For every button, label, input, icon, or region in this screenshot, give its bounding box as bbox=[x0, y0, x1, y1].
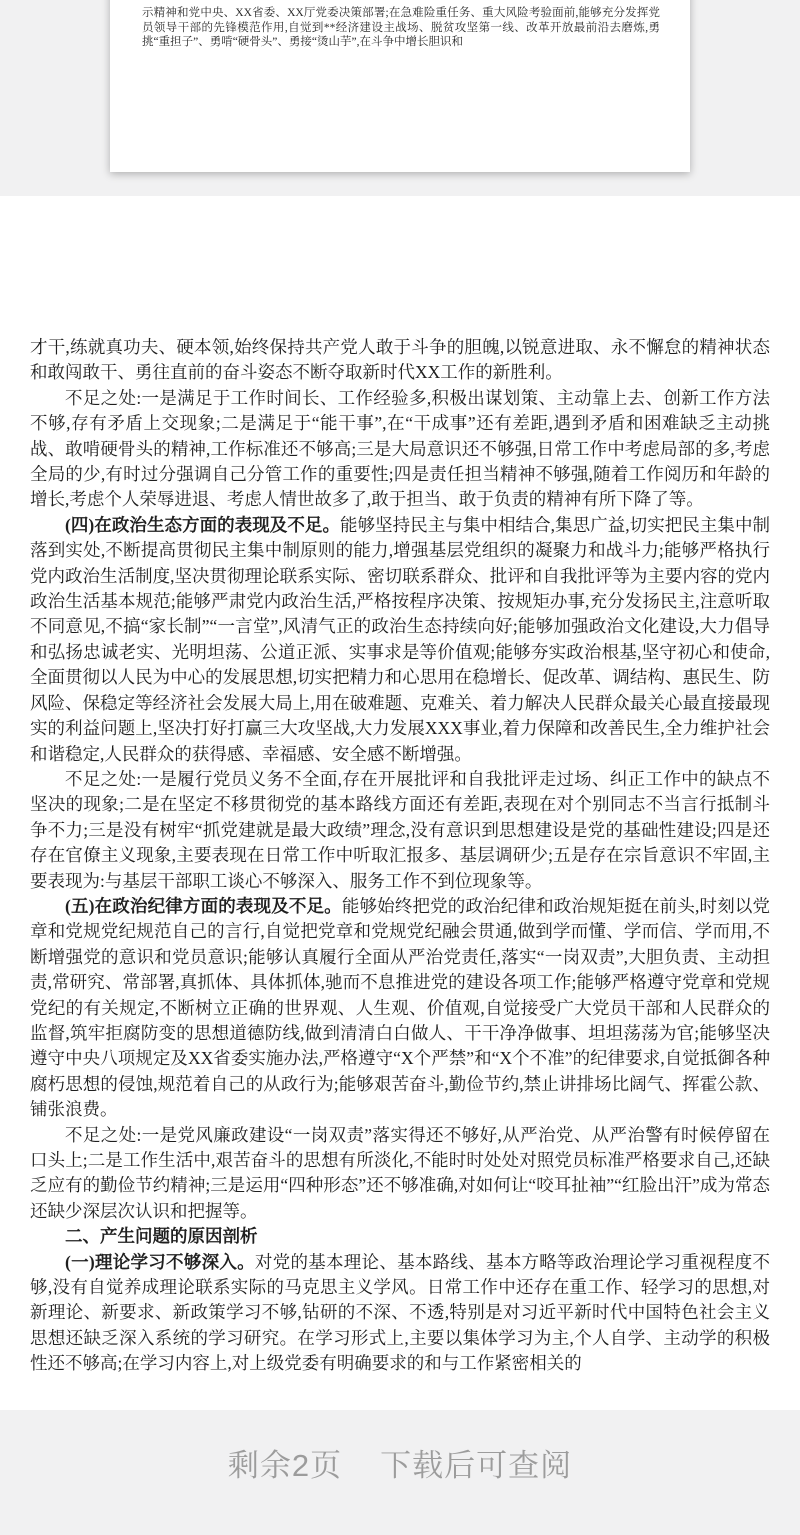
paragraph bbox=[30, 767, 770, 894]
paragraph-text: 不足之处:一是党风廉政建设“一岗双责”落实得还不够好,从严治党、从严治警有时候停留在口头上;二是工作生活中,艰苦奋斗的思想有所淡化,不能时时处处对照党员标准严格要求自己,还缺乏应有的勤俭节约精神;三是运用“四种形态”还不够准确,对如何让“咬耳扯袖”“红脸出汗”成为常态还缺少深层次认识和把握等。 bbox=[30, 1124, 770, 1221]
paragraph bbox=[30, 513, 770, 767]
section-heading: (四)在政治生态方面的表现及不足。 bbox=[65, 514, 341, 535]
current-page bbox=[0, 196, 800, 1410]
section-heading: (五)在政治纪律方面的表现及不足。 bbox=[65, 895, 342, 916]
previous-page-fragment bbox=[110, 0, 690, 172]
paragraph-text: 能够始终把党的政治纪律和政治规矩挺在前头,时刻以党章和党规党纪规范自己的言行,自觉把党章和党规党纪融会贯通,做到学而懂、学而信、学而用,不断增强党的意识和党员意识;能够认真履行全面从严治党责任,落实“一岗双责”,大胆负责、主动担责,常研究、常部署,真抓体、具体抓体,驰而不息推进党的建设各项工作;能够严格遵守党章和党规党纪的有关规定,不断树立正确的世界观、人生观、价值观,自觉接受广大党员干部和人民群众的监督,筑牢拒腐防变的思想道德防线,做到清清白白做人、干干净净做事、坦坦荡荡为官;能够坚决遵守中央八项规定及XX省委实施办法,严格遵守“X个严禁”和“X个不准”的纪律要求,自觉抵御各种腐朽思想的侵蚀,规范着自己的从政行为;能够艰苦奋斗,勤俭节约,禁止讲排场比阔气、挥霍公款、铺张浪费。 bbox=[30, 895, 771, 1120]
paragraph-text: 能够坚持民主与集中相结合,集思广益,切实把民主集中制落到实处,不断提高贯彻民主集中制原则的能力,增强基层党组织的凝聚力和战斗力;能够严格执行党内政治生活制度,坚决贯彻理论联系实际、密切联系群众、批评和自我批评等为主要内容的党内政治生活基本规范;能够严肃党内政治生活,严格按程序决策、按规矩办事,充分发扬民主,注意听取不同意见,不搞“家长制”“一言堂”,风清气正的政治生态持续向好;能够加强政治文化建设,大力倡导和弘扬忠诚老实、光明坦荡、公道正派、实事求是等价值观;能够夯实政治根基,坚守初心和使命,全面贯彻以人民为中心的发展思想,切实把精力和心思用在稳增长、促改革、调结构、惠民生、防风险、保稳定等经济社会发展大局上,用在破难题、克难关、着力解决人民群众最关心最直接最现实的利益问题上,坚决打好打赢三大攻坚战,大力发展XXX事业,着力保障和改善民生,全力维护社会和谐稳定,人民群众的获得感、幸福感、安全感不断增强。 bbox=[30, 514, 771, 764]
paragraph bbox=[30, 386, 770, 513]
pages-remaining-label: 剩余2页 bbox=[227, 1448, 343, 1483]
paragraph-text: 不足之处:一是满足于工作时间长、工作经验多,积极出谋划策、主动靠上去、创新工作方法不够,存有矛盾上交现象;二是满足于“能干事”,在“干成事”还有差距,遇到矛盾和困难缺乏主动挑战、敢啃硬骨头的精神,工作标准还不够高;三是大局意识还不够强,日常工作中考虑局部的多,考虑全局的少,有时过分强调自己分管工作的重要性;四是责任担当精神不够强,随着工作阅历和年龄的增长,考虑个人荣辱进退、考虑人情世故多了,敢于担当、敢于负责的精神有所下降了等。 bbox=[30, 387, 770, 510]
paragraph-text: 才干,练就真功夫、硬本领,始终保持共产党人敢于斗争的胆魄,以锐意进取、永不懈怠的精神状态和敢闯敢干、勇往直前的奋斗姿态不断夺取新时代XX工作的新胜利。 bbox=[30, 337, 770, 383]
paragraph bbox=[30, 894, 770, 1123]
paragraph bbox=[30, 335, 770, 386]
paragraph-text: 对党的基本理论、基本路线、基本方略等政治理论学习重视程度不够,没有自觉养成理论联系实际的马克思主义学风。日常工作中还存在重工作、轻学习的思想,对新理论、新要求、新政策学习不够,钻研的不深、不透,特别是对习近平新时代中国特色社会主义思想还缺乏深入系统的学习研究。在学习形式上,主要以集体学习为主,个人自学、主动学的积极性还不够高;在学习内容上,对上级党委有明确要求的和与工作紧密相关的 bbox=[30, 1251, 771, 1374]
previous-page-text: 示精神和党中央、XX省委、XX厅党委决策部署;在急难险重任务、重大风险考验面前,能够充分发挥党员领导干部的先锋模范作用,自觉到**经济建设主战场、脱贫攻坚第一线、改革开放最前沿去磨炼,勇挑“重担子”、勇啃“硬骨头”、勇接“烫山芋”,在斗争中增长胆识和 bbox=[142, 7, 660, 48]
download-hint-label: 下载后可查阅 bbox=[380, 1448, 573, 1483]
section-heading: (一)理论学习不够深入。 bbox=[65, 1251, 255, 1272]
paragraph bbox=[30, 1250, 770, 1377]
paragraph bbox=[30, 1123, 770, 1225]
section-heading: 二、产生问题的原因剖析 bbox=[65, 1226, 258, 1247]
preview-footer bbox=[0, 1440, 800, 1485]
paragraph bbox=[30, 1224, 770, 1249]
paragraph-text: 不足之处:一是履行党员义务不全面,存在开展批评和自我批评走过场、纠正工作中的缺点不坚决的现象;二是在坚定不移贯彻党的基本路线方面还有差距,表现在对个别同志不当言行抵制斗争不力;三是没有树牢“抓党建就是最大政绩”理念,没有意识到思想建设是党的基础性建设;四是还存在官僚主义现象,主要表现在日常工作中听取汇报多、基层调研少;五是存在宗旨意识不牢固,主要表现为:与基层干部职工谈心不够深入、服务工作不到位现象等。 bbox=[30, 768, 770, 891]
